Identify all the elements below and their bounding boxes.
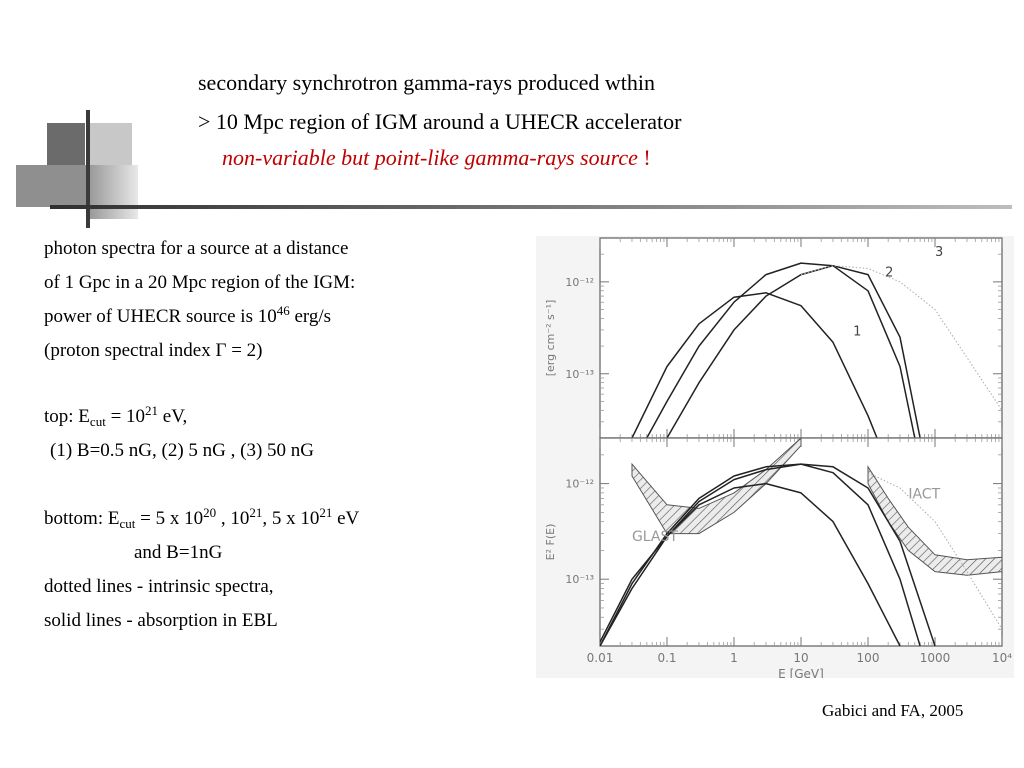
bottom-label: bottom: E (44, 508, 120, 529)
x-tick-label: 0.1 (657, 651, 677, 665)
bottom-ecut-c: , 5 x 10 (262, 508, 320, 529)
bottom-ecut-unit: eV (332, 508, 360, 529)
region-label-glast: GLAST (631, 529, 678, 546)
top-ecut-unit: eV, (158, 406, 188, 427)
top-ecut-exponent: 21 (145, 403, 159, 418)
bottom-ecut-exp-1: 20 (203, 505, 217, 520)
power-text: power of UHECR source is 10 (44, 306, 277, 327)
title-divider (50, 205, 1012, 209)
bottom-y-tick-label: 10⁻¹³ (565, 573, 594, 587)
body-line-1: photon spectra for a source at a distance (44, 238, 349, 259)
top-label: top: E (44, 406, 90, 427)
x-axis-label: E [GeV] (778, 667, 824, 678)
body-line-4: (proton spectral index Γ = 2) (44, 340, 263, 361)
bottom-ecut-subscript: cut (119, 516, 136, 531)
region-label-iact: IACT (908, 486, 941, 503)
bottom-y-axis-label: E² F(E) (544, 523, 557, 561)
bottom-ecut-exp-2: 21 (249, 505, 263, 520)
top-y-tick-label: 10⁻¹² (565, 275, 594, 289)
x-tick-label: 10 (793, 651, 809, 665)
body-line-8: and B=1nG (134, 542, 223, 563)
power-unit: erg/s (289, 306, 332, 327)
spectra-chart-svg (536, 236, 1014, 678)
title-line-3 (222, 145, 651, 171)
body-line-9: dotted lines - intrinsic spectra, (44, 576, 274, 597)
x-tick-label: 100 (856, 651, 880, 665)
logo-vertical-line (86, 110, 90, 228)
body-line-7 (44, 505, 360, 531)
title-line-1: secondary synchrotron gamma-rays produced wthin (198, 70, 655, 95)
body-line-5 (44, 403, 188, 429)
power-exponent: 46 (276, 303, 290, 318)
figure-credit: Gabici and FA, 2005 (822, 701, 964, 720)
title-line-2: > 10 Mpc region of IGM around a UHECR accelerator (198, 109, 682, 134)
curve-label-3: 3 (935, 245, 944, 261)
x-tick-label: 1 (730, 651, 738, 665)
body-line-6: (1) B=0.5 nG, (2) 5 nG , (3) 50 nG (50, 440, 315, 461)
x-tick-label: 1000 (919, 651, 951, 665)
bottom-ecut-a: = 5 x 10 (135, 508, 204, 529)
title-highlight: non-variable but point-like gamma-rays source (222, 145, 638, 170)
spectra-chart (536, 236, 1014, 678)
top-y-axis-label: [erg cm⁻² s⁻¹] (544, 299, 557, 377)
logo-square-mid (16, 165, 86, 207)
x-tick-label: 10⁴ (991, 651, 1013, 665)
logo-square-dark (47, 123, 85, 167)
bottom-ecut-exp-3: 21 (319, 505, 333, 520)
logo-square-light (90, 123, 132, 165)
bottom-ecut-b: , 10 (216, 508, 250, 529)
curve-label-2: 2 (885, 265, 894, 281)
top-ecut-value: = 10 (105, 406, 146, 427)
bottom-y-tick-label: 10⁻¹² (565, 477, 594, 491)
body-line-10: solid lines - absorption in EBL (44, 610, 278, 631)
top-y-tick-label: 10⁻¹³ (565, 367, 594, 381)
body-line-2: of 1 Gpc in a 20 Mpc region of the IGM: (44, 272, 356, 293)
curve-label-1: 1 (853, 324, 862, 340)
body-line-3 (44, 303, 332, 328)
title-exclamation: ! (643, 145, 651, 170)
x-tick-label: 0.01 (586, 651, 614, 665)
ecut-subscript: cut (89, 414, 106, 429)
top-panel-frame (600, 238, 1002, 438)
logo-square-fade (90, 165, 138, 219)
